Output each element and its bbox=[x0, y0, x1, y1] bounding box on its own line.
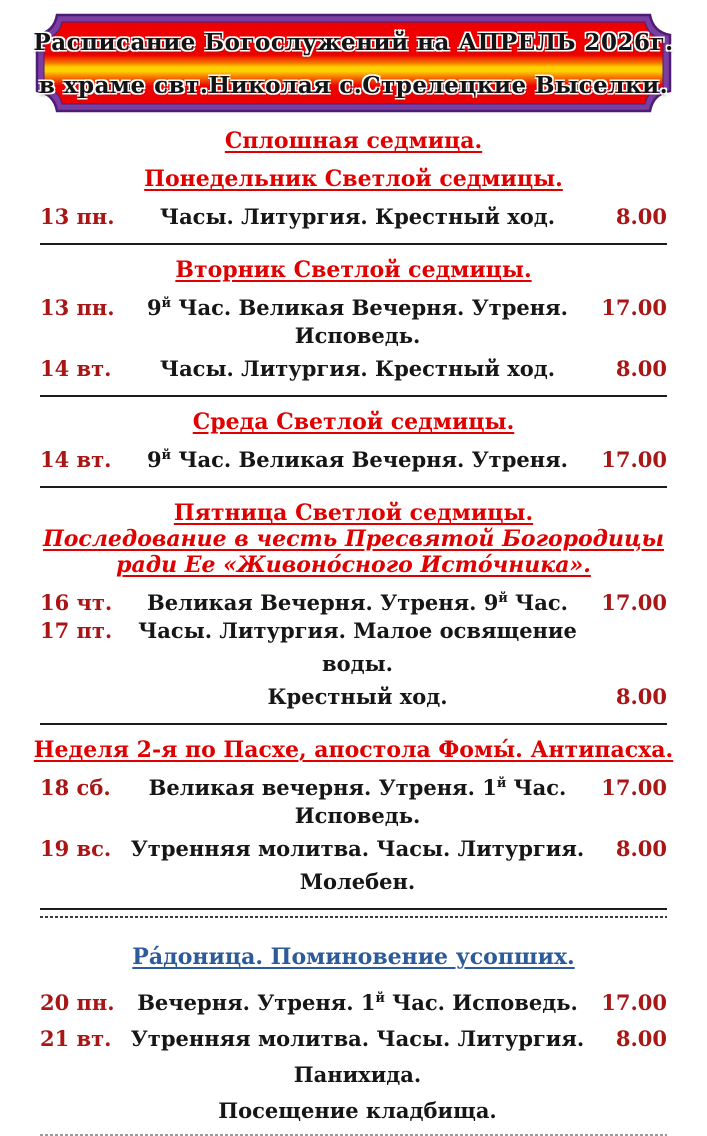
row-services bbox=[128, 289, 587, 350]
service-superscript: й bbox=[375, 990, 385, 1005]
row-services bbox=[128, 198, 587, 231]
row-time: 17.00 bbox=[601, 775, 667, 800]
section-radonitsa bbox=[0, 944, 707, 1136]
service-text: Утренняя молитва. Часы. Литургия. bbox=[130, 1026, 585, 1051]
section-heading: Пятница Светлой седмицы. bbox=[173, 500, 534, 526]
row-services bbox=[128, 584, 587, 617]
row-services bbox=[128, 830, 587, 863]
schedule-row bbox=[40, 584, 667, 617]
section-heading: Понедельник Светлой седмицы. bbox=[144, 166, 563, 192]
service-text: Вечерня. Утреня. 1 bbox=[137, 990, 376, 1015]
service-text-rest: Час. Исповедь. bbox=[384, 990, 578, 1015]
row-time: 17.00 bbox=[601, 447, 667, 472]
row-services bbox=[128, 769, 587, 830]
schedule-row bbox=[40, 1090, 667, 1126]
section-rows bbox=[40, 982, 667, 1126]
separator bbox=[40, 243, 667, 245]
row-date: 14 вт. bbox=[40, 447, 112, 472]
service-text-rest: Час. Великая Вечерня. Утреня. bbox=[171, 447, 568, 472]
section-rows bbox=[40, 441, 667, 474]
schedule-row bbox=[40, 830, 667, 863]
section-monday-bright-week bbox=[0, 166, 707, 245]
service-text-rest: Час. bbox=[507, 590, 568, 615]
service-text: Посещение кладбища. bbox=[218, 1098, 497, 1123]
section-rows bbox=[40, 769, 667, 896]
section-wednesday-bright-week bbox=[0, 409, 707, 488]
row-date: 18 сб. bbox=[40, 775, 111, 800]
service-text: Молебен. bbox=[299, 869, 416, 894]
row-date: 21 вт. bbox=[40, 1026, 112, 1051]
row-date: 14 вт. bbox=[40, 356, 112, 381]
schedule-row bbox=[40, 1054, 667, 1090]
row-date: 16 чт. bbox=[40, 590, 113, 615]
schedule-page bbox=[0, 13, 707, 1123]
section-heading: Среда Светлой седмицы. bbox=[192, 409, 515, 435]
schedule-row bbox=[40, 678, 667, 711]
section-tuesday-bright-week bbox=[0, 257, 707, 397]
schedule-row bbox=[40, 617, 667, 678]
service-superscript: й bbox=[498, 590, 508, 605]
row-services bbox=[128, 1054, 587, 1090]
service-superscript: й bbox=[161, 447, 172, 462]
row-date: 17 пт. bbox=[40, 618, 113, 643]
section-heading: Ра́доница. Поминовение усопших. bbox=[132, 944, 575, 970]
banner-title-line1: Расписание Богослужений на АПРЕЛЬ 2026г. bbox=[33, 28, 674, 56]
separator bbox=[40, 486, 667, 488]
row-services bbox=[128, 441, 587, 474]
section-subheading: Последование в честь Пресвятой Богородицы bbox=[42, 526, 665, 552]
schedule-row bbox=[40, 350, 667, 383]
banner-text bbox=[35, 13, 672, 113]
schedule-row bbox=[40, 863, 667, 896]
row-services bbox=[128, 1018, 587, 1054]
service-text-rest: Час. Исповедь. bbox=[294, 775, 567, 828]
row-time: 8.00 bbox=[615, 356, 667, 381]
schedule-row bbox=[40, 769, 667, 830]
section-subheading: ради Ее «Живоно́сного Исто́чника». bbox=[116, 552, 591, 578]
row-date: 13 пн. bbox=[40, 295, 115, 320]
service-text: Крестный ход. bbox=[267, 684, 448, 709]
row-services bbox=[128, 863, 587, 896]
service-text-rest: Час. Великая Вечерня. Утреня. Исповедь. bbox=[171, 295, 568, 348]
intro-heading: Сплошная седмица. bbox=[224, 128, 483, 154]
schedule-row bbox=[40, 982, 667, 1018]
schedule-row bbox=[40, 289, 667, 350]
service-text: Часы. Литургия. Малое освящение воды. bbox=[138, 618, 577, 676]
row-services bbox=[128, 678, 587, 711]
service-text: Часы. Литургия. Крестный ход. bbox=[159, 356, 556, 381]
row-time: 8.00 bbox=[615, 684, 667, 709]
row-date: 19 вс. bbox=[40, 836, 112, 861]
row-services bbox=[128, 617, 587, 678]
schedule-row bbox=[40, 198, 667, 231]
banner-title-line2: в храме свт.Николая с.Стрелецкие Выселки. bbox=[38, 71, 669, 99]
separator bbox=[40, 723, 667, 725]
service-text: Часы. Литургия. Крестный ход. bbox=[159, 204, 556, 229]
row-services bbox=[128, 350, 587, 383]
banner bbox=[35, 13, 672, 113]
section-rows bbox=[40, 198, 667, 231]
service-text: Утренняя молитва. Часы. Литургия. bbox=[130, 836, 585, 861]
row-time: 8.00 bbox=[615, 204, 667, 229]
row-services bbox=[128, 982, 587, 1018]
row-time: 17.00 bbox=[601, 295, 667, 320]
section-heading: Неделя 2-я по Пасхе, апостола Фомы́. Антипасха. bbox=[33, 737, 674, 763]
section-rows bbox=[40, 584, 667, 711]
service-superscript: й bbox=[161, 295, 172, 310]
section-rows bbox=[40, 289, 667, 383]
section-friday-bright-week bbox=[0, 500, 707, 725]
separator bbox=[40, 395, 667, 397]
row-date: 13 пн. bbox=[40, 204, 115, 229]
row-services bbox=[128, 1090, 587, 1126]
service-text: Панихида. bbox=[293, 1062, 422, 1087]
service-text: 9 bbox=[147, 447, 162, 472]
row-date: 20 пн. bbox=[40, 990, 115, 1015]
separator bbox=[40, 908, 667, 910]
section-antipascha bbox=[0, 737, 707, 918]
service-text: Великая вечерня. Утреня. 1 bbox=[148, 775, 497, 800]
service-text: Великая Вечерня. Утреня. 9 bbox=[147, 590, 499, 615]
schedule-row bbox=[40, 1018, 667, 1054]
section-heading: Вторник Светлой седмицы. bbox=[175, 257, 532, 283]
service-superscript: й bbox=[496, 775, 507, 790]
row-time: 17.00 bbox=[601, 590, 667, 615]
row-time: 8.00 bbox=[615, 1026, 667, 1051]
row-time: 17.00 bbox=[601, 990, 667, 1015]
service-text: 9 bbox=[147, 295, 162, 320]
separator-dashed bbox=[40, 916, 667, 918]
row-time: 8.00 bbox=[615, 836, 667, 861]
schedule-row bbox=[40, 441, 667, 474]
